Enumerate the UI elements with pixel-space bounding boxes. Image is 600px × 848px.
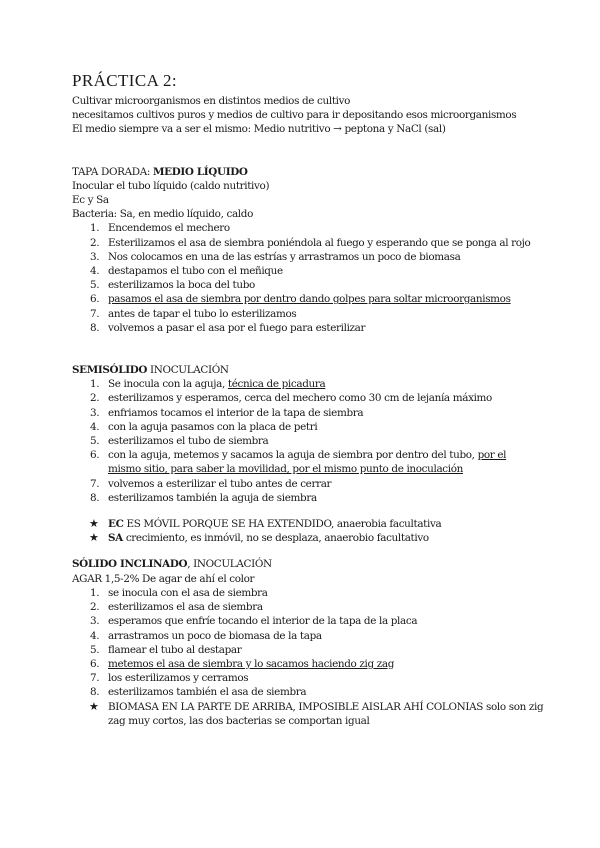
text-line: Bacteria: Sa, en medio líquido, caldo <box>72 208 253 221</box>
note-item <box>72 531 542 545</box>
list-item <box>72 671 542 685</box>
heading-rest: INOCULACIÓN <box>147 364 229 377</box>
list-text: se inocula con el asa de siembra <box>108 586 268 599</box>
star-bullet-icon: ★ <box>89 531 99 545</box>
section-heading-liquido <box>72 165 542 179</box>
list-number: 7. <box>90 477 100 490</box>
text-line: AGAR 1,5-2% De agar de ahí el color <box>72 572 255 585</box>
list-item <box>72 250 542 264</box>
list-text: esterilizamos el asa de siembra <box>108 601 263 614</box>
list-item <box>72 586 542 600</box>
section-heading-semisolido <box>72 363 542 377</box>
heading-rest: , INOCULACIÓN <box>187 558 272 571</box>
list-text: destapamos el tubo con el meñique <box>108 265 283 278</box>
text-line: Inocular el tubo líquido (caldo nutritivo) <box>72 179 270 192</box>
list-text: antes de tapar el tubo lo esterilizamos <box>108 307 297 320</box>
list-number: 6. <box>90 449 100 462</box>
list-item <box>72 406 542 420</box>
list-item <box>72 307 542 321</box>
list-number: 5. <box>90 435 100 448</box>
list-text: flamear el tubo al destapar <box>108 643 242 656</box>
solido-notes <box>72 700 542 728</box>
list-number: 1. <box>90 586 100 599</box>
list-number: 4. <box>90 420 100 433</box>
list-item <box>72 278 542 292</box>
list-number: 2. <box>90 601 100 614</box>
list-item <box>72 685 542 699</box>
note-bold: EC <box>108 518 124 531</box>
semisolido-steps <box>72 377 542 505</box>
list-item <box>72 614 542 628</box>
list-item <box>72 448 542 476</box>
intro-line: Cultivar microorganismos en distintos medios de cultivo <box>72 95 351 107</box>
list-number: 2. <box>90 236 100 249</box>
list-text: pasamos el asa de siembra por dentro dando golpes para soltar microorganismos <box>108 293 511 306</box>
list-number: 8. <box>90 321 100 334</box>
list-text-underlined: mismo sitio, para saber la movilidad, por el mismo punto de inoculación <box>108 463 464 476</box>
section-heading-solido <box>72 557 542 571</box>
list-text: Encendemos el mechero <box>108 222 230 235</box>
heading-bold: SÓLIDO INCLINADO <box>72 558 188 571</box>
list-number: 8. <box>90 491 100 504</box>
list-text: esterilizamos y esperamos, cerca del mechero como 30 cm de lejanía máximo <box>108 392 492 405</box>
list-text: enfriamos tocamos el interior de la tapa de siembra <box>108 406 364 419</box>
list-number: 4. <box>90 629 100 642</box>
list-text: volvemos a pasar el asa por el fuego para esterilizar <box>108 321 366 334</box>
list-item <box>72 377 542 391</box>
list-text: volvemos a esterilizar el tubo antes de cerrar <box>108 477 332 490</box>
list-text: esterilizamos también el asa de siembra <box>108 686 307 699</box>
list-number: 3. <box>90 250 100 263</box>
list-text-underlined: metemos el asa de siembra y lo sacamos haciendo zig zag <box>108 657 394 670</box>
heading-bold: SEMISÓLIDO <box>72 364 148 377</box>
note-bold: SA <box>108 532 123 545</box>
list-number: 4. <box>90 265 100 278</box>
list-item <box>72 391 542 405</box>
note-text: ES MÓVIL PORQUE SE HA EXTENDIDO, anaerobia facultativa <box>123 518 442 531</box>
list-item <box>72 657 542 671</box>
list-item <box>72 236 542 250</box>
list-text: esterilizamos el tubo de siembra <box>108 435 269 448</box>
star-bullet-icon: ★ <box>89 517 99 531</box>
list-item <box>72 629 542 643</box>
text-line: Ec y Sa <box>72 194 109 207</box>
list-item <box>72 420 542 434</box>
note-item <box>72 517 542 531</box>
list-text: con la aguja pasamos con la placa de petri <box>108 420 318 433</box>
note-text: crecimiento, es inmóvil, no se desplaza, anaerobio facultativo <box>122 532 429 545</box>
list-item <box>72 221 542 235</box>
heading-bold: MEDIO LÍQUIDO <box>152 165 248 178</box>
star-bullet-icon: ★ <box>89 699 99 713</box>
semisolido-notes <box>72 517 542 545</box>
list-item <box>72 477 542 491</box>
list-number: 6. <box>90 657 100 670</box>
list-text-underlined: por el <box>477 449 507 462</box>
note-text: BIOMASA EN LA PARTE DE ARRIBA, IMPOSIBLE AISLAR AHÍ COLONIAS solo son zig zag muy cortos, las dos bacterias se comportan igual <box>108 700 544 727</box>
list-item <box>72 491 542 505</box>
list-text: esterilizamos también la aguja de siembra <box>108 491 317 504</box>
list-number: 5. <box>90 643 100 656</box>
list-text: los esterilizamos y cerramos <box>108 672 249 685</box>
note-item <box>72 700 548 728</box>
intro-line: necesitamos cultivos puros y medios de cultivo para ir depositando esos microorganismos <box>72 109 517 122</box>
list-number: 2. <box>90 392 100 405</box>
list-number: 6. <box>90 293 100 306</box>
list-number: 3. <box>90 615 100 628</box>
list-item <box>72 264 542 278</box>
list-number: 3. <box>90 406 100 419</box>
heading-prefix: TAPA DORADA: <box>72 165 153 178</box>
solido-steps <box>72 586 542 700</box>
list-text-underlined: técnica de picadura <box>227 378 326 391</box>
list-number: 1. <box>90 222 100 235</box>
list-text: Esterilizamos el asa de siembra poniéndola al fuego y esperando que se ponga al rojo <box>108 236 531 249</box>
liquido-steps <box>72 221 542 335</box>
list-item <box>72 643 542 657</box>
list-item <box>72 292 542 306</box>
list-item <box>72 321 542 335</box>
list-number: 5. <box>90 279 100 292</box>
list-text: Se inocula con la aguja, <box>108 378 228 391</box>
list-text: esterilizamos la boca del tubo <box>108 279 255 292</box>
list-number: 1. <box>90 378 100 391</box>
list-item <box>72 434 542 448</box>
list-text: arrastramos un poco de biomasa de la tapa <box>108 629 322 642</box>
list-item <box>72 600 542 614</box>
list-number: 7. <box>90 672 100 685</box>
list-number: 7. <box>90 307 100 320</box>
list-text: con la aguja, metemos y sacamos la aguja de siembra por dentro del tubo, <box>108 449 478 462</box>
page-title: PRÁCTICA 2: <box>72 71 178 90</box>
document-page <box>72 70 542 728</box>
list-text: Nos colocamos en una de las estrías y arrastramos un poco de biomasa <box>108 250 461 263</box>
list-number: 8. <box>90 686 100 699</box>
intro-line: El medio siempre va a ser el mismo: Medio nutritivo → peptona y NaCl (sal) <box>72 123 446 136</box>
list-text: esperamos que enfríe tocando el interior de la tapa de la placa <box>108 615 418 628</box>
